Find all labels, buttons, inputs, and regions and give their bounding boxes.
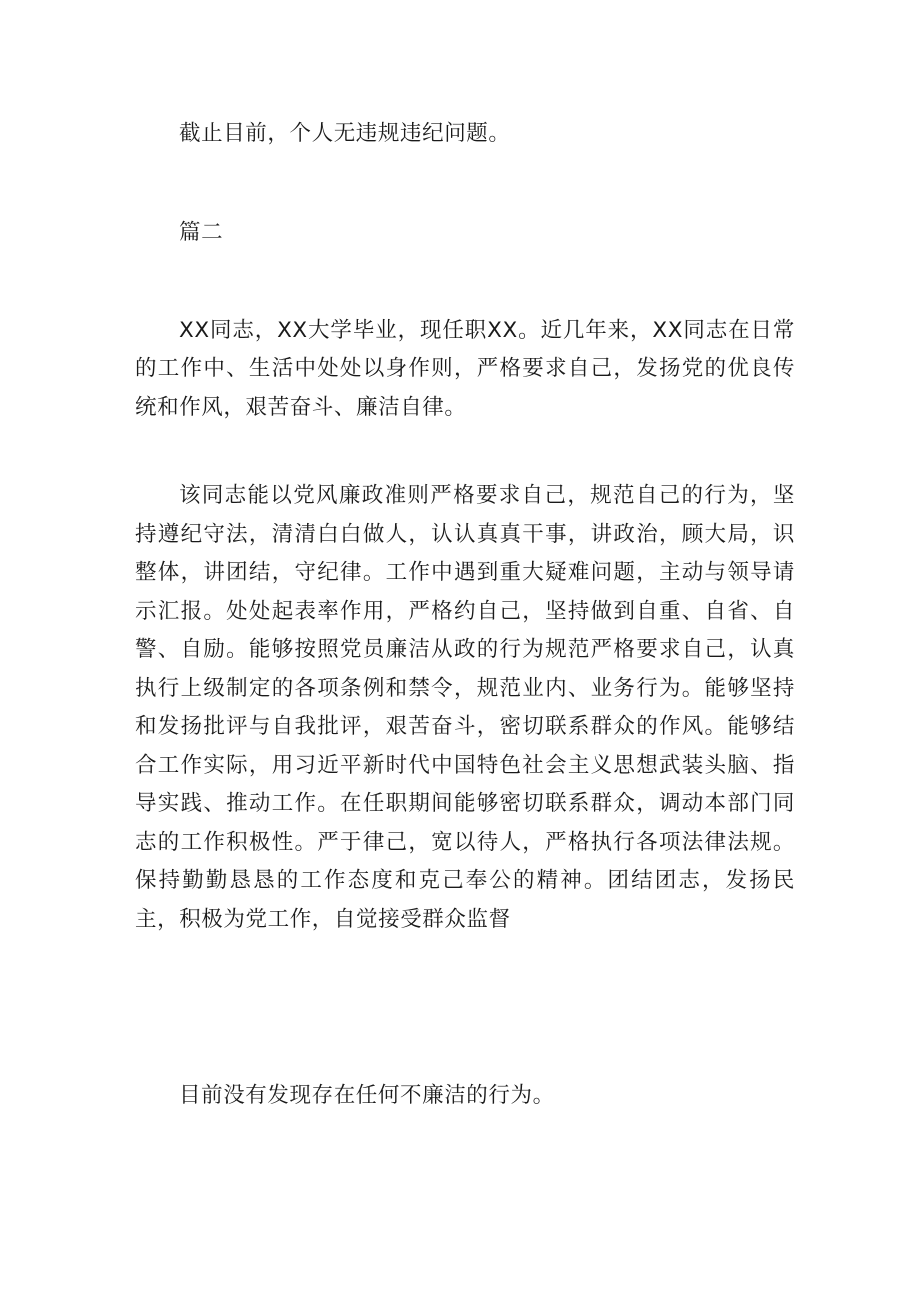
section-heading: 篇二 [179,220,224,245]
paragraph-body: 该同志能以党风廉政准则严格要求自己，规范自己的行为，坚持遵纪守法，清清白白做人，认认真真干事，讲政治，顾大局，识整体，讲团结，守纪律。工作中遇到重大疑难问题，主动与领导请示汇报。处处起表率作用，严格约自己，坚持做到自重、自省、自警、自励。能够按照党员廉洁从政的行为规范严格要求自己，认真执行上级制定的各项条例和禁令，规范业内、业务行为。能够坚持和发扬批评与自我批评，艰苦奋斗，密切联系群众的作风。能够结合工作实际，用习近平新时代中国特色社会主义思想武装头脑、指导实践、推动工作。在任职期间能够密切联系群众，调动本部门同志的工作积极性。严于律己，宽以待人，严格执行各项法律法规。保持勤勤恳恳的工作态度和克己奉公的精神。团结团志，发扬民主，积极为党工作，自觉接受群众监督 [135,483,795,932]
paragraph-conclusion-1: 截止目前，个人无违规违纪问题。 [179,121,511,146]
paragraph-conclusion-2: 目前没有发现存在任何不廉洁的行为。 [179,1083,555,1108]
paragraph-intro: XX同志，XX大学毕业，现任职XX。近几年来，XX同志在日常的工作中、生活中处处以身作则，严格要求自己，发扬党的优良传统和作风，艰苦奋斗、廉洁自律。 [135,318,795,420]
